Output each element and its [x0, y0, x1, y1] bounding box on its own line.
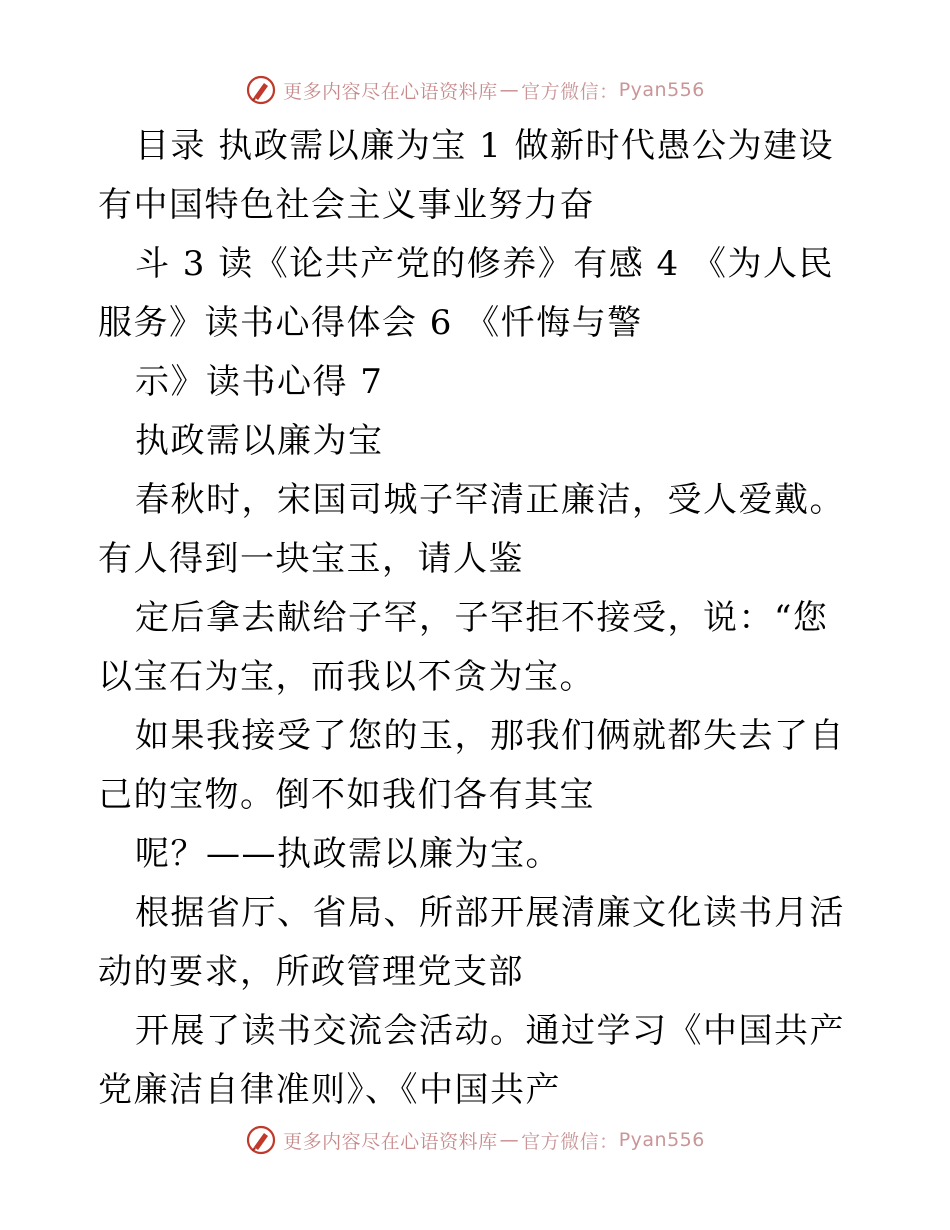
document-body: [98, 117, 858, 1120]
toc-paragraph-3: 示》读书心得 7: [135, 362, 384, 402]
watermark-dash: —: [499, 79, 520, 101]
watermark-wechat-id: Pyan556: [618, 1129, 705, 1151]
body-paragraph: 根据省厅、省局、所部开展清廉文化读书月活动的要求，所政管理党支部: [98, 893, 845, 992]
body-paragraph: 如果我接受了您的玉，那我们俩就都失去了自己的宝物。倒不如我们各有其宝: [98, 716, 845, 815]
body-paragraph: 春秋时，宋国司城子罕清正廉洁，受人爱戴。有人得到一块宝玉，请人鉴: [98, 480, 845, 579]
watermark-wechat-label: 官方微信：: [521, 1130, 619, 1153]
header-watermark: [0, 70, 950, 110]
watermark-dash: —: [499, 1129, 520, 1151]
footer-watermark: [0, 1120, 950, 1160]
section-title: 执政需以廉为宝: [135, 421, 384, 461]
watermark-wechat-label: 官方微信：: [521, 80, 619, 103]
body-paragraph: 开展了读书交流会活动。通过学习《中国共产党廉洁自律准则》、《中国共产: [98, 1011, 845, 1110]
watermark-site-text: 更多内容尽在心语资料库: [283, 1130, 498, 1153]
toc-paragraph-2: 斗 3 读《论共产党的修养》有感 4 《为人民服务》读书心得体会 6 《忏悔与警: [98, 244, 834, 343]
body-paragraph: 定后拿去献给子罕，子罕拒不接受，说：“您以宝石为宝，而我以不贪为宝。: [98, 598, 829, 697]
body-paragraph: 呢？——执政需以廉为宝。: [135, 834, 561, 874]
pen-nib-logo-icon: [245, 74, 277, 106]
watermark-wechat-id: Pyan556: [618, 79, 705, 101]
watermark-site-text: 更多内容尽在心语资料库: [283, 80, 498, 103]
pen-nib-logo-icon: [245, 1124, 277, 1156]
toc-paragraph-1: 目录 执政需以廉为宝 1 做新时代愚公为建设有中国特色社会主义事业努力奋: [98, 126, 835, 225]
